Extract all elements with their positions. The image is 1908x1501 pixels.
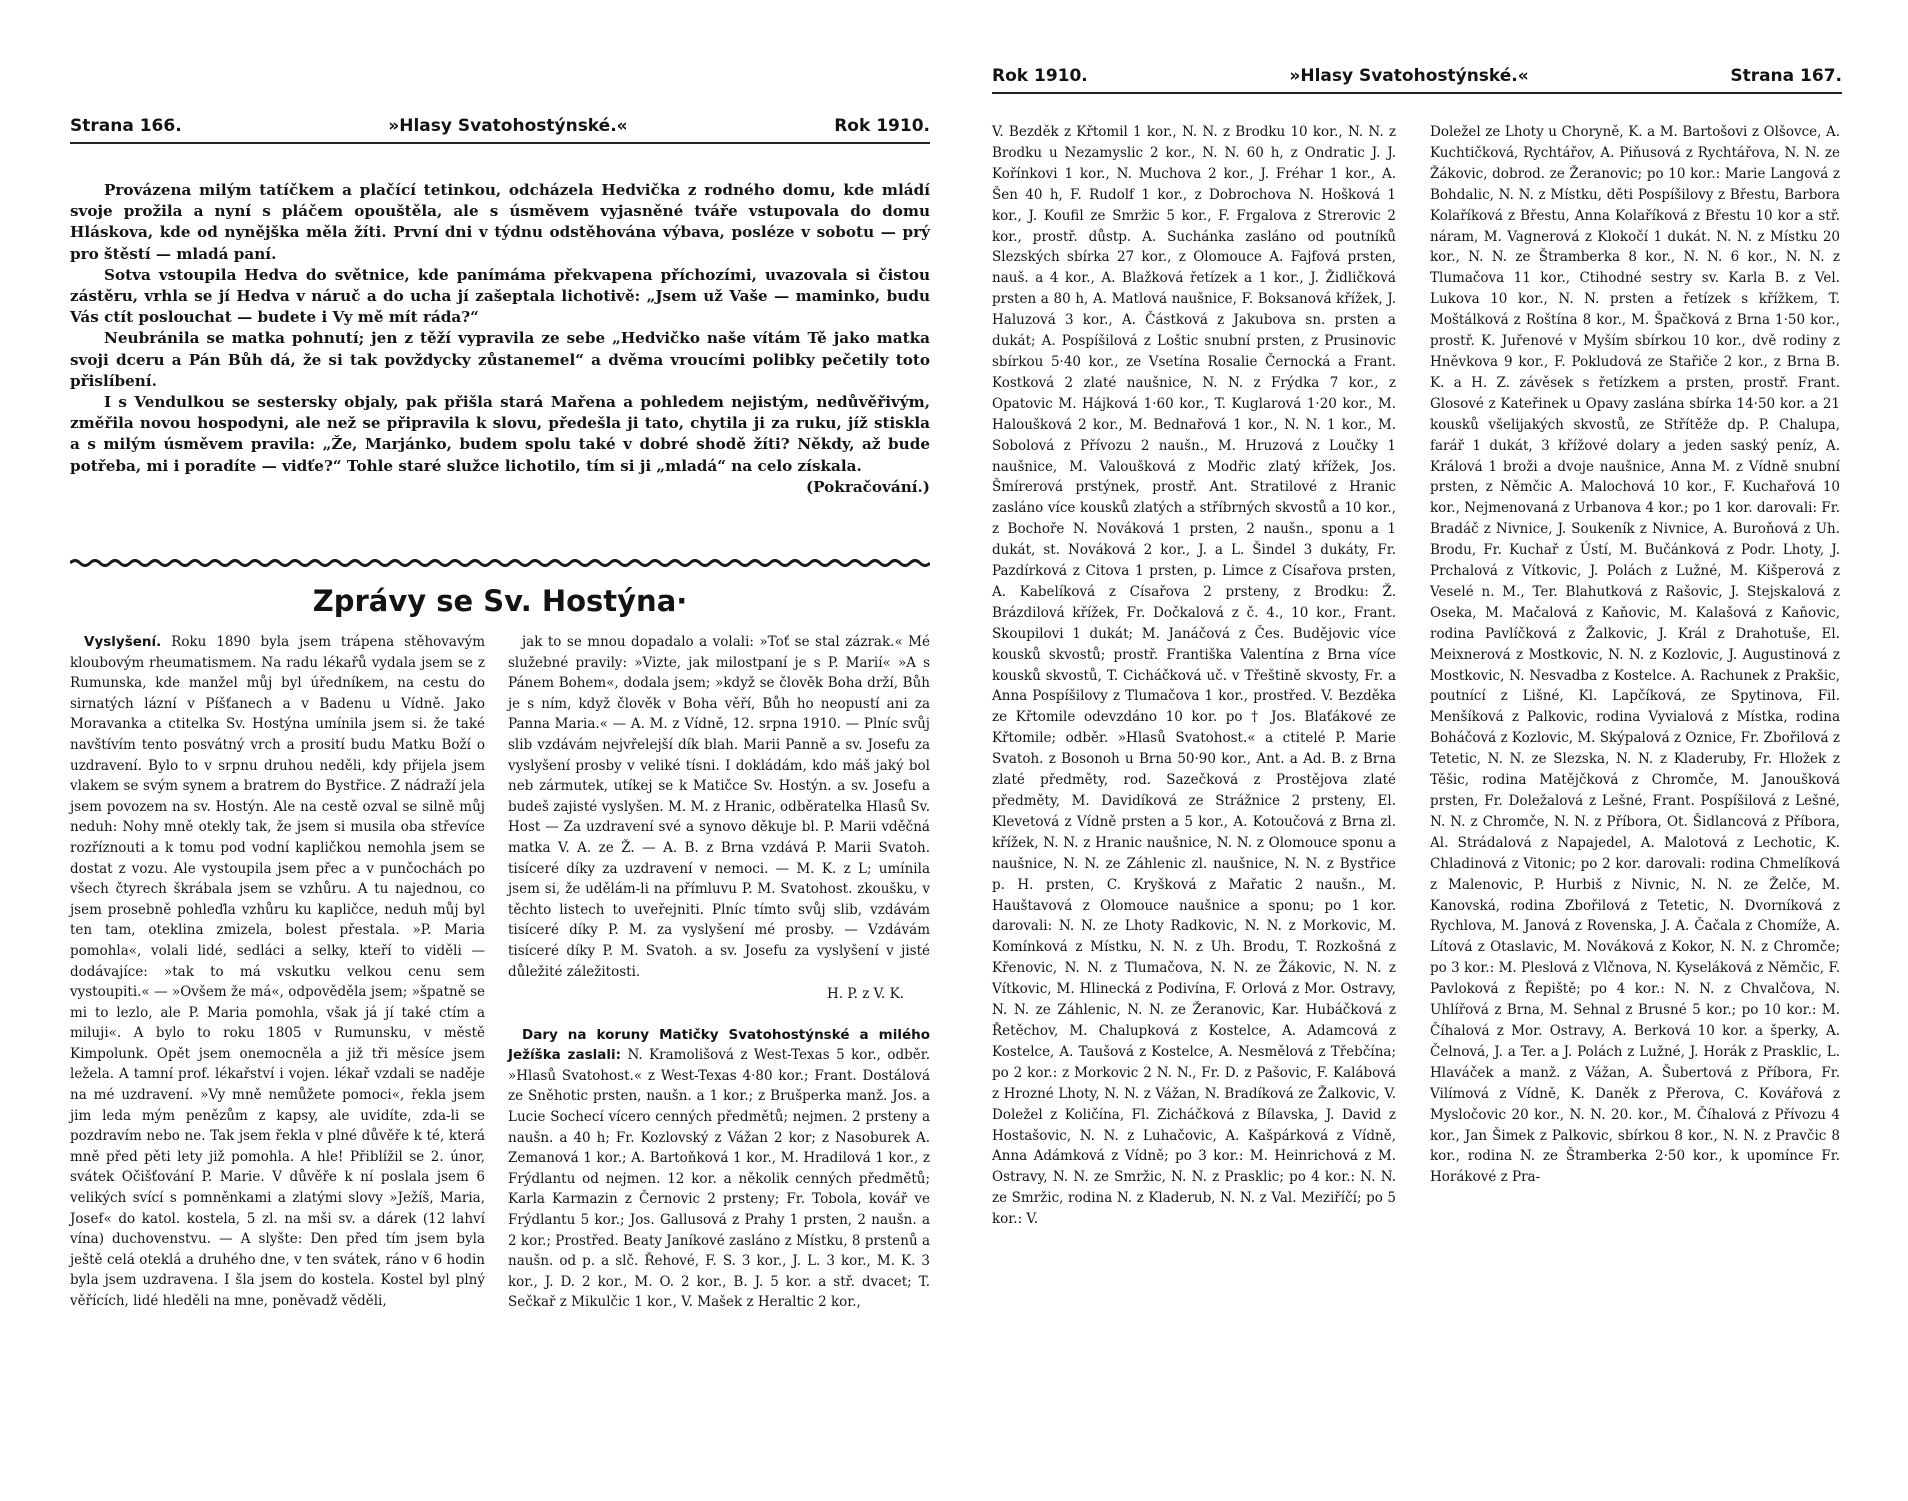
right-running-head	[992, 66, 1842, 90]
left-column-1	[70, 632, 485, 1312]
left-year: Rok 1910.	[834, 116, 930, 136]
donor-list: Doležel ze Lhoty u Choryně, K. a M. Bartošovi z Olšovce, A. Kuchtičková, Rychtářov, A. Piňusová z Rychtářova, N. N. ze Žákovic, dobrod. ze Žeranovic; po 10 kor.: Marie Langová z Bohdalic, N. N. z Místku, děti Pospíšilovy z Břestu, Barbora Kolaříková z Břestu, Anna Kolaříková z Břestu 10 kor a stř. náram, M. Vagnerová z Klokočí 1 dukát. N. N. z Místku 20 kor., N. N. ze Štramberka 8 kor., N. N. 6 kor., N. N. z Tlumačova 11 kor., Ctihodné sestry sv. Karla B. z Vel. Lukova 10 kor., N. N. prsten a řetízek s křížkem, T. Moštálková z Roštína 8 kor., M. Špačková z Brna 1·50 kor., prostř. K. Juřenové v Myším sbírkou 10 kor., dvě rodiny z Hněvkova 9 kor., F. Pokludová ze Stařiče 2 kor., z Brna B. K. a H. Z. závěsek s řetízkem a prsten, prostř. Frant. Glosové z Kateřinek u Opavy zaslána sbírka 14·50 kor. a 21 kousků všelijakých skvostů, ze Střítěže dp. P. Chalupa, farář 1 dukát, 3 křížové dolary a jeden saský peníz, A. Králová 1 broži a dvoje naušnice, Anna M. z Vídně snubní prsten, z Němčic A. Malochová 10 kor., F. Kuchařová 10 kor., Nejmenovaná z Urbanova 4 kor.; po 1 kor. darovali: Fr. Bradáč z Nivnice, J. Soukeník z Nivnice, A. Buroňová z Uh. Brodu, Fr. Kuchař z Ústí, M. Bučánková z Podr. Lhoty, J. Prchalová z Vítkovic, J. Polách z Lužné, M. Kišperová z Veselé n. M., Ter. Blahutková z Rašovic, J. Stejskalová z Oseka, M. Mačalová z Kaňovic, M. Kalašová z Kaňovic, rodina Pavlíčková z Žalkovic, J. Král z Drahotuše, El. Meixnerová z Mostkovic, N. N. z Kozlovic, J. Augustinová z Mostkovic, N. Nesvadba z Kostelce. A. Rachunek z Prakšic, poutnící z Lišné, Kl. Lapčíková, ze Spytinova, Fil. Menšíková z Palkovic, rodina Vyvialová z Místka, rodina Boháčová z Kozlovic, M. Skýpalová z Oznice, Fr. Zbořilová z Tetetic, N. N. ze Slezska, N. N. z Kladeruby, Fr. Hložek z Těšic, rodina Matějčková z Chromče, M. Janoušková prsten, Fr. Doležalová z Lešné, Frant. Pospíšilová z Lešné, N. N. z Chromče, N. N. z Příbora, Ot. Šidlancová z Příbora, Al. Strádalová z Napajedel, A. Malotová z Lechotic, K. Chladinová z Vitonic; po 2 kor. darovali: rodina Chmelíková z Malenovic, P. Hurbiš z Nivnic, N. N. ze Želče, M. Kanovská, rodina Zbořilová z Tetetic, N. Dvorníková z Rychlova, M. Janová z Rovenska, J. A. Čačala z Chomíže, A. Lítová z Otaslavic, M. Nováková z Kokor, N. N. z Chromče; po 3 kor.: M. Pleslová z Vlčnova, N. Kyseláková z Němčic, F. Pavloková z Řepiště; po 4 kor.: N. N. z Chvalčova, N. Uhlířová z Brna, M. Sehnal z Brusné 5 kor.; po 10 kor.: M. Číhalová z Mor. Ostravy, A. Berková 10 kor. a šperky, A. Čelnová, J. a Ter. a J. Polách z Lužné, J. Horák z Prasklic, L. Hlaváček a manž. z Vážan, A. Šubertová z Příbora, Fr. Vilímová z Vídně, K. Daněk z Přerova, C. Kovářová z Mysločovic 20 kor., N. N. 20. kor., M. Číhalová z Přívozu 4 kor., Jan Šimek z Palkovic, sbírkou 8 kor., N. N. z Pravčic 8 kor., rodina N. ze Štramberka 2·50 kor., k upomínce Fr. Horákové z Pra-	[1430, 124, 1841, 1186]
continued-note: (Pokračování.)	[805, 477, 930, 496]
gifts-heading: Dary na koruny Matičky Svatohostýnské a milého Ježíška zaslali:	[508, 1026, 930, 1064]
report-text: Roku 1890 byla jsem trápena stěhovavým kloubovým rheumatismem. Na radu lékařů vydala jsem se z Rumunska, kde manžel můj byl úředníkem, na cestu do sirnatých lázní v Píšťanech a v Badenu u Vídně. Jako Moravanka a ctitelka Sv. Hostýna umínila jsem si. že také navštívím tento posvátný vrch a prosití budu Matku Boží o uzdravení. Bylo to v srpnu druhou neděli, kdy přijela jsem vlakem se svým synem a bratrem do Bystřice. Z nádraží jela jsem povozem na sv. Hostýn. Ale na cestě ozval se silně můj neduh: Nohy mně otekly tak, že jsem si musila oba střevíce rozříznouti a k tomu pod vodní kapličkou nemohla jsem se dostat z vozu. Ale vystoupila jsem přec a v punčochách po všech čtyrech škrábala jsem se vzhůru. A tu najednou, co jsem prosebně pohleďla vzhůru ku kapličce, neduh můj byl ten tam, oteklina zmizela, bolest přestala. »P. Maria pomohla«, volali lidé, sedláci a selky, kteří to viděli — dodávajíce: »tak to má vskutku velkou cenu sem vystoupiti.« — »Ovšem že má«, odpověděla jsem; »špatně se mi to lezlo, ale P. Maria pomohla, však já jí také ctím a miluji«. A bylo to roku 1805 v Rumunsku, v městě Kimpolunk. Opět jsem onemocněla a již tři měsíce jsem ležela. A tamní prof. lékařství i vojen. lékař vzdali se naděje na mé uzdravení. »Vy mně nemůžete pomoci«, řekla jsem jim leda mým penězům z kapsy, ale uvidíte, zda-li se pozdravím nebo ne. Tak jsem řekla v plné důvěře k té, která mně před pěti lety již pomohla. A hle! Přiblížil se 2. únor, svátek Očišťování P. Marie. V důvěře k ní poslala jsem 6 velikých svící s pomněnkami a zlatými slovy »Ježíš, Maria, Josef« do katol. kostela, 5 zl. na mši sv. a dárek (12 lahví vína) duchovenstvu. — A slyšte: Den před tím jsem byla ještě celá oteklá a druhého dne, v ten svátek, ráno v 6 hodin byla jsem uzdravena. I šla jsem do kostela. Kostel byl plný věřících, lidé hleděli na mne, poněvadž věděli,	[70, 634, 486, 1309]
right-header-rule	[992, 92, 1842, 94]
section-title: Zprávy se Sv. Hostýna·	[312, 584, 688, 618]
right-column-1	[992, 122, 1396, 1230]
left-column-2	[508, 632, 930, 1313]
right-column-2	[1430, 122, 1840, 1188]
wavy-divider	[70, 556, 930, 570]
serial-story	[70, 180, 930, 498]
serial-paragraph: Neubránila se matka pohnutí; jen z těží vypravila ze sebe „Hedvičko naše vítám Tě jako matka svoji dceru a Pán Bůh dá, že si tak povždycky zůstanemel“ a dvěma vroucími polibky pečetily toto přislíbení.	[70, 329, 930, 390]
right-year: Rok 1910.	[992, 66, 1088, 86]
right-page-number: Strana 167.	[1730, 66, 1842, 86]
left-running-head	[70, 116, 930, 140]
donor-list: V. Bezděk z Křtomil 1 kor., N. N. z Brodku 10 kor., N. N. z Brodku u Nezamyslic 2 kor., N. N. 60 h, z Ondratic J. J. Kořínkovi 1 kor., N. Muchova 2 kor., J. Fréhar 1 kor., A. Šen 40 h, F. Rudolf 1 kor., z Dobrochova N. Hošková 1 kor., J. Koufil ze Smržic 5 kor., F. Frgalova z Strerovic 2 kor., prostř. důstp. A. Suchánka zasláno od poutníků Slezských sbírka 27 kor., z Olomouce A. Fajfová prsten, nauš. a 4 kor., A. Blažková řetízek a 1 kor., J. Židličková prsten a 80 h, A. Matlová naušnice, F. Boksanová křížek, J. Haluzová 3 kor., A. Částková z Jakubova sn. prsten a dukát; A. Pospíšilová z Loštic snubní prsten, z Prusinovic sbírkou 5·40 kor., ze Vsetína Rosalie Černocká a Frant. Kostková 2 zlaté naušnice, N. N. z Frýdka 7 kor., z Opatovic M. Hájková 1·60 kor., T. Kuglarová 1·20 kor., M. Haloušková 2 kor., M. Bednařová 1 kor., N. N. 1 kor., M. Sobolová z Přívozu 2 naušn., M. Hruzová z Loučky 1 naušnice, M. Valoušková z Modřic zlatý křížek, Jos. Šmírerová prstýnek, prostř. Ant. Stratilové z Hranic zasláno více kousků zlatých a stříbrných skvostů a 10 kor., z Bochoře N. Nováková 1 prsten, 2 naušn., sponu a 1 dukát, st. Nováková 2 kor., J. a L. Šindel 3 dukáty, Fr. Pazdírková z Citova 1 prsten, p. Limce z Císařova prsten, A. Kabelíková z Císařova 2 prsteny, z Brodku: Ž. Brázdilová křížek, Fr. Dočkalová z č. 4., 10 kor., Frant. Skoupilovi 1 dukát; M. Janáčová z Čes. Budějovic více kousků skvostů; prostř. Františka Valentína z Brna více kousků skvostů, T. Cicháčková uč. v Třeštině skvosty, Fr. a Anna Pospíšilovy z Tlumačova 1 kor., prostřed. V. Bezděka ze Křtomile odevzdáno 10 kor. po † Jos. Blaťákové ze Křtomile; odběr. »Hlasů Svatohost.« a ctitelé P. Marie Svatoh. z Bosonoh u Brna 50·90 kor., Ant. a Ad. B. z Brna zlaté předměty, rod. Sazečková z Prostějova zlaté předměty, M. Davidíková ze Strážnice 2 prsteny, El. Klevetová z Vídně prsten a 5 kor., A. Kotoučová z Brna zl. křížek, N. N. z Hranic naušnice, N. N. z Olomouce sponu a naušnice, N. N. ze Záhlenic zl. naušnice, N. N. z Bystřice p. H. prsten, C. Kryšková z Mařatic 2 naušn., M. Hauštavová z Olomouce naušnice a sponu; po 1 kor. darovali: N. N. ze Lhoty Radkovic, N. N. z Morkovic, M. Komínková z Místku, N. N. z Uh. Brodu, T. Rozkošná z Křenovic, N. N. z Tlumačova, N. N. ze Žákovic, N. N. z Vítkovic, M. Hlinecká z Podivína, F. Orlová z Mor. Ostravy, N. N. ze Záhlenic, N. N. ze Žeranovic, Kar. Hubáčková z Řetěchov, M. Chalupková z Kostelce, A. Adamcová z Kostelce, A. Taušová z Kostelce, A. Nesmělová z Třebčína; po 2 kor.: z Morkovic 2 N. N., Fr. D. z Pašovic, F. Kalábová z Hrozné Lhoty, N. N. z Vážan, N. Bradíková ze Žalkovic, V. Doležel z Količína, Fl. Zicháčková z Bílavska, J. David z Hostašovic, N. N. z Luhačovic, A. Kašpárková z Vídně, Anna Adámková z Vídně; po 3 kor.: M. Heinrichová z M. Ostravy, N. N. ze Smržic, N. N. z Prasklic; po 4 kor.: N. N. ze Smržic, rodina N. z Kladerub, N. N. z Val. Meziříčí; po 5 kor.: V.	[992, 124, 1396, 1228]
left-page	[70, 0, 930, 1501]
serial-paragraph: Sotva vstoupila Hedva do světnice, kde panímáma překvapena příchozími, uvazovala si čistou zástěru, vrhla se jí Hedva v náruč a do ucha jí zašeptala lichotivě: „Jsem už Vaše — maminko, budu Vás ctít poslouchat — budete i Vy mě mít ráda?“	[70, 265, 930, 327]
left-page-number: Strana 166.	[70, 116, 182, 136]
left-header-rule	[70, 142, 930, 144]
gifts-text: N. Kramolišová z West-Texas 5 kor., odběr. »Hlasů Svatohost.« z West-Texas 4·80 kor.; Frant. Dostálová ze Sněhotic prsten, naušn. a 1 kor.; z Brušperka manž. Jos. a Lucie Sochecí vícero cenných předmětů; nejmen. 2 prsteny a naušn. a 40 h; Fr. Kozlovský z Vážan 2 kor; z Nasoburek A. Zemanová 1 kor.; A. Bartoňková 1 kor., M. Hradilová 1 kor., z Frýdlantu od nejmen. 12 kor. a několik cenných předmětů; Karla Karmazin z Černovic 2 prsteny; Fr. Tobola, kovář ve Frýdlantu 5 kor.; Jos. Gallusová z Prahy 1 prsten, 2 naušn. a 2 kor.; Prostřed. Beaty Janíkové zasláno z Místku, 8 prstenů a naušn. od p. a slč. Řehové, F. S. 3 kor., J. L. 3 kor., M. K. 3 kor., J. D. 2 kor., M. O. 2 kor., B. J. 5 kor. a stř. dvacet; T. Sečkař z Mikulčic 1 kor., V. Mašek z Heraltic 2 kor.,	[508, 1047, 931, 1311]
report-signature: H. P. z V. K.	[826, 986, 904, 1003]
gifts-paragraph	[508, 1025, 930, 1313]
right-journal-title: »Hlasy Svatohostýnské.«	[1289, 66, 1529, 86]
serial-paragraph: I s Vendulkou se sestersky objaly, pak přišla stará Mařena a pohledem nejistým, nedůvěřivým, změřila novou hospodyni, ale než se připravila k slovu, předešla ji tato, chytila ji za ruku, jíž stiskla a s milým úsměvem pravila: „Že, Marjánko, budem spolu také v dobré shodě žíti? Někdy, až bude potřeba, mi i poradíte — vidťe?“ Tohle staré služce lichotilo, tím si ji „mladá“ na celo získala.	[70, 393, 930, 475]
serial-paragraph: Provázena milým tatíčkem a plačící tetinkou, odcházela Hedvička z rodného domu, kde mládí svoje prožila a nyní s pláčem opouštěla, ale s úsměvem vyjasněné tváře vstupovala do domu Hláskova, kde od nynějška měla žíti. První dni v týdnu odstěhována výbava, posléze v sobotu — prý pro štěstí — mladá paní.	[70, 181, 930, 263]
left-journal-title: »Hlasy Svatohostýnské.«	[388, 116, 628, 136]
report-paragraph	[70, 632, 485, 1312]
right-page	[992, 0, 1842, 1501]
report-continuation: jak to se mnou dopadalo a volali: »Toť se stal zázrak.« Mé služebné pravily: »Vizte, jak milostpaní je s P. Marií« »A s Pánem Bohem«, dodala jsem; »když se člověk Boha drží, Bůh je s ním, když člověk v Boha věří, Bůh ho neopustí ani za Panna Maria.« — A. M. z Vídně, 12. srpna 1910. — Plníc svůj slib vzdávám nejvřelejší dík blah. Marii Panně a sv. Josefu za vyslyšení prosby v veliké tísni. I dokládám, kdo máš jaký bol neb zármutek, utíkej se k Matičce Sv. Hostýn. a sv. Josefu a budeš zajisté vyslyšen. M. M. z Hranic, odběratelka Hlasů Sv. Host — Za uzdravení své a synovo děkuje bl. P. Marii vděčná matka V. A. ze Ž. — A. B. z Brna vzdává P. Marii Svatoh. tisíceré díky za uzdravení v nemoci. — M. K. z L; umínila jsem si, že udělám-li na přímluvu P. M. Svatohost. zkoušku, v těchto listech to uveřejniti. Plníc tímto svůj slib, vzdávám tisíceré díky P. M. za vyslyšení mé prosby. — Vzdávám tisíceré díky P. M. Svatoh. a sv. Josefu za vyslyšení v jisté důležité záležitosti.	[508, 634, 930, 980]
spacer	[508, 1005, 930, 1025]
report-lead: Vyslyšení.	[84, 634, 162, 650]
